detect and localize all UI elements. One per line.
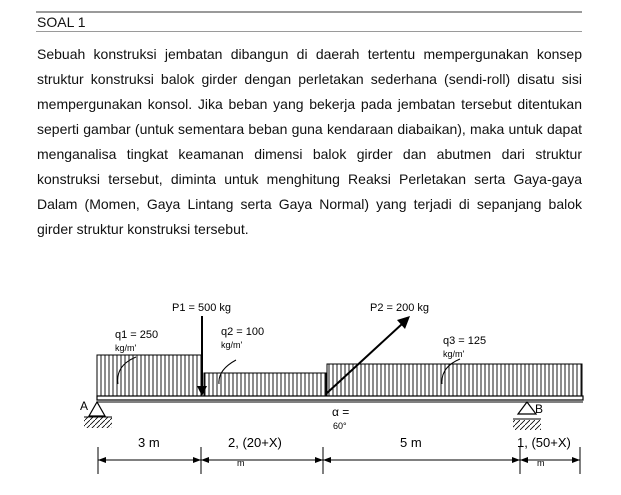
support-b-label: B [535,402,544,416]
alpha-label: α = [332,405,350,419]
dim-arrow-3r [323,457,331,463]
q3-unit: kg/m' [443,349,465,359]
p1-label: P1 = 500 kg [172,302,232,314]
support-a-ground [84,417,112,428]
dim-arrow-2r [201,457,209,463]
dim-unit-2: m [237,458,245,468]
p2-label: P2 = 200 kg [370,302,430,314]
alpha-value: 60° [333,421,347,431]
girder-beam [97,396,583,400]
q2-unit: kg/m' [221,340,243,350]
dim-label-4: 1, (50+X) [517,435,571,450]
load-q3-block [327,364,582,396]
dim-label-3: 5 m [400,435,422,450]
load-q1-block [97,355,201,396]
dim-arrow-4r [520,457,528,463]
q1-unit: kg/m' [115,343,137,353]
dim-arrow-4l [512,457,520,463]
dim-label-1: 3 m [138,435,160,450]
support-a-pin [89,402,105,416]
dim-arrow-3l [315,457,323,463]
support-b-ground [513,420,541,430]
dim-arrow-2l [193,457,201,463]
problem-heading: SOAL 1 [37,14,86,30]
dim-arrow-5l [572,457,580,463]
support-b-roller [518,402,536,414]
q3-label: q3 = 125 [443,335,487,347]
dim-unit-4: m [537,458,545,468]
dim-label-2: 2, (20+X) [228,435,282,450]
q1-label: q1 = 250 [115,329,159,341]
load-q2-block [204,373,326,396]
q2-label: q2 = 100 [221,326,265,338]
dim-arrow-1r [98,457,106,463]
problem-statement: Sebuah konstruksi jembatan dibangun di daerah tertentu mempergunakan konsep struktur konstruksi balok girder dengan perletakan sederhana (sendi-roll) disatu sisi mempergunakan konsol. Jika beban yang bekerja pada jembatan tersebut ditentukan seperti gambar (untuk sementara beban guna kendaraan diabaikan), maka untuk dapat menganalisa tingkat keamanan dimensi balok girder dan abutmen dari struktur konstruksi tersebut, diminta untuk menghitung Reaksi Perletakan serta Gaya-gaya Dalam (Momen, Gaya Lintang serta Gaya Normal) yang terjadi di sepanjang balok girder struktur konstruksi tersebut. [37,46,582,237]
support-a-label: A [80,399,89,413]
